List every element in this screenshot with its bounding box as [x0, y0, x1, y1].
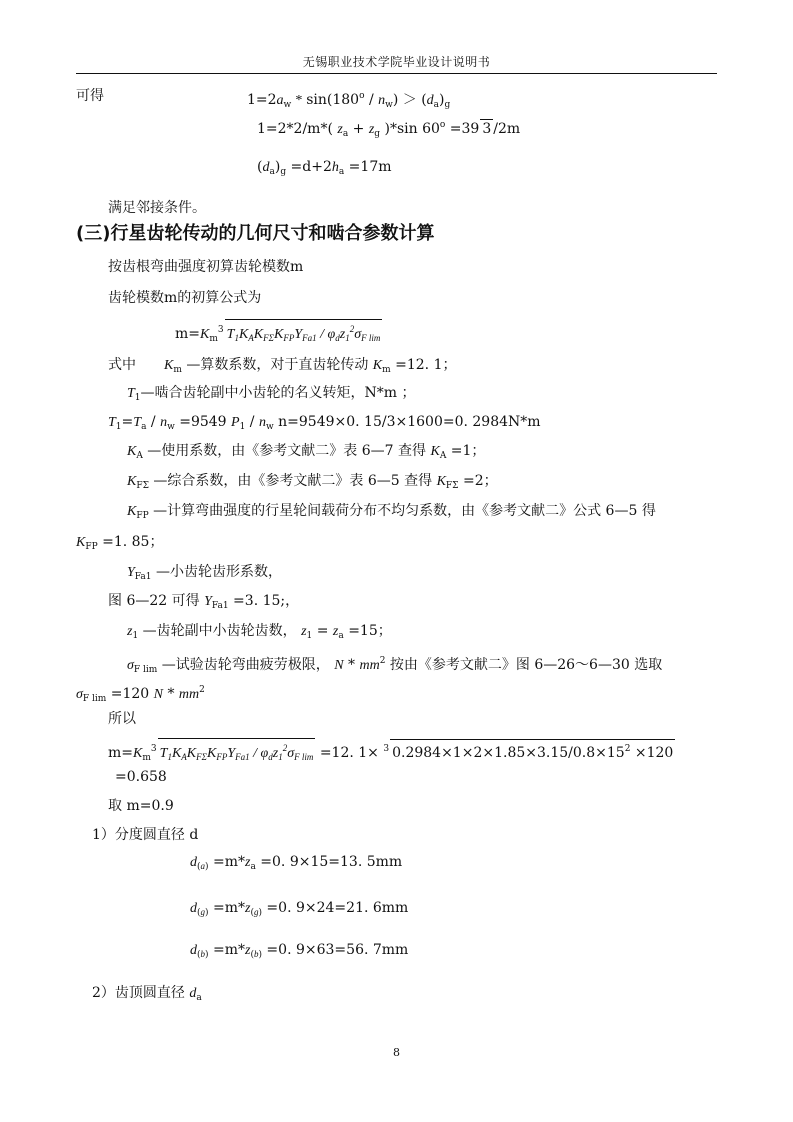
formula-d-g: $d_{(g)} =m*z_{(g)} =0$. 9×24=21. 6mm [190, 900, 409, 918]
def-sigma-b: $\sigma_{F lim} =120$ N * $mm^2$ [76, 685, 205, 704]
section-heading: (三)行星齿轮传动的几何尺寸和啮合参数计算 [76, 223, 435, 244]
page-header: 无锡职业技术学院毕业设计说明书 [302, 55, 491, 69]
paragraph-2: 齿轮模数m的初算公式为 [108, 290, 262, 306]
so-label: 所以 [108, 711, 136, 727]
item-1-heading: 1）分度圆直径 d [92, 827, 199, 843]
def-kfp-a: $K_{FP}$ —计算弯曲强度的行星轮间载荷分布不均匀系数，由《参考文献二》公式 6—5 得 [127, 503, 656, 521]
condition-text: 满足邻接条件。 [108, 200, 206, 216]
header-divider [76, 73, 717, 74]
paragraph-1: 按齿根弯曲强度初算齿轮模数m [108, 259, 304, 275]
def-yfa: $Y_{Fa1}$ —小齿轮齿形系数， [127, 564, 282, 582]
formula-l2: 1=2*2/m*( $z_a + z_g$ )*sin $60^o =39$ 3 /2m [257, 120, 521, 139]
page-number: 8 [393, 1046, 400, 1059]
def-kfs: $K_{F\Sigma}$ —综合系数，由《参考文献二》表 6—5 查得 $K_{F\Sigma} =2$； [127, 473, 498, 491]
def-t1: $T_1—$啮合齿轮副中小齿轮的名义转矩，N*m ； [127, 385, 416, 403]
formula-l1: $1=2a_w * \sin(180^o / n_w) > (d_a)_g$ [247, 91, 451, 110]
formula-d-a: $d_{(a)} =m*z_a =0$. 9×15=13. 5mm [190, 854, 403, 872]
def-z1: $z_1$ —齿轮副中小齿轮齿数， $z_1 = z_a =15$； [127, 623, 392, 641]
formula-l3: $(d_a)_g =d+2h_a =17m$ [257, 159, 392, 177]
item-2-heading: 2）齿顶圆直径 $d_a$ [92, 985, 202, 1003]
formula-m: $m=K_m^3$ $T_1K_AK_{F\Sigma}K_{FP}Y_{Fa1} / \varphi_dz_1^2\sigma_{F lim}$ [175, 319, 382, 348]
take-m: 取 m=0.9 [108, 798, 174, 814]
def-ka: $K_A$ —使用系数，由《参考文献二》表 6—7 查得 $K_A =1$； [127, 443, 486, 461]
formula-d-b: $d_{(b)} =m*z_{(b)} =0$. 9×63=56. 7mm [190, 942, 409, 960]
formula-calc: $m=K_m^3$ $T_1K_AK_{F\Sigma}K_{FP}Y_{Fa1} / \varphi_dz_1^2\sigma_{F lim} =12$. 1× $^3$ $0.2984\times 1\times 2\times 1.85\times 3.15/0.8\times 15^2 \times 120$ [108, 738, 675, 767]
def-sigma-a: $\sigma_{F lim}$ —试验齿轮弯曲疲劳极限， N * $mm^2$ 按由《参考文献二》图 6—26～6—30 选取 [127, 656, 663, 675]
line-kede-label: 可得 [76, 88, 104, 104]
result-value: =0.658 [115, 769, 167, 785]
def-kfp-b: $K_{FP} =1$. 85； [76, 534, 164, 552]
def-yfa-val: 图 6—22 可得 $Y_{Fa1} =3$. 15;， [108, 593, 300, 611]
def-km: 式中 $K_m$ —算数系数，对于直齿轮传动 $K_m =12$. 1； [108, 357, 457, 375]
calc-t1: $T_1=T_a / n_w =9549$ $P_1 / n_w$ n=9549×0. 15/3×1600=0. 2984N*m [108, 414, 541, 432]
